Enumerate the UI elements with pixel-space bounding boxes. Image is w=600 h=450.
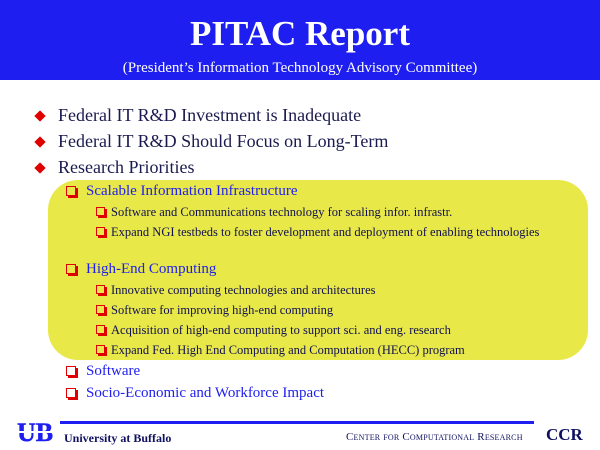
checkbox-bullet-icon — [66, 366, 76, 376]
bullet-text: Federal IT R&D Should Focus on Long-Term — [58, 131, 389, 151]
sub-item-text: Software and Communications technology for scaling infor. infrastr. — [111, 205, 453, 219]
checkbox-bullet-icon — [96, 325, 105, 334]
sub-item-text: Innovative computing technologies and architectures — [111, 283, 376, 297]
bullet-text: Federal IT R&D Investment is Inadequate — [58, 105, 362, 125]
priority-text: Scalable Information Infrastructure — [86, 183, 298, 199]
ccr-label: CCR — [546, 425, 583, 444]
diamond-bullet-icon — [34, 136, 45, 147]
diamond-bullet-icon — [34, 162, 45, 173]
diamond-bullet-icon — [34, 110, 45, 121]
center-name: Center for Computational Research — [346, 431, 523, 443]
university-name: University at Buffalo — [64, 431, 172, 445]
checkbox-bullet-icon — [66, 388, 76, 398]
checkbox-bullet-icon — [96, 285, 105, 294]
priority-text: High-End Computing — [86, 261, 217, 277]
checkbox-bullet-icon — [66, 186, 76, 196]
checkbox-bullet-icon — [96, 207, 105, 216]
ub-logo-text: UB — [16, 419, 54, 445]
page-title: PITAC Report — [189, 14, 410, 53]
checkbox-bullet-icon — [66, 264, 76, 274]
footer-divider — [60, 421, 534, 424]
checkbox-bullet-icon — [96, 345, 105, 354]
sub-item-text: Acquisition of high-end computing to support sci. and eng. research — [111, 323, 451, 337]
checkbox-bullet-icon — [96, 305, 105, 314]
sub-item-text: Expand NGI testbeds to foster development and deployment of enabling technologies — [111, 225, 540, 239]
sub-item-text: Software for improving high-end computing — [111, 303, 334, 317]
sub-item-text: Expand Fed. High End Computing and Computation (HECC) program — [111, 343, 465, 357]
priority-text: Socio-Economic and Workforce Impact — [86, 385, 325, 401]
page-subtitle: (President’s Information Technology Advisory Committee) — [122, 60, 478, 76]
title-banner — [0, 0, 600, 80]
ub-logo-icon — [10, 419, 60, 445]
priority-text: Software — [86, 363, 141, 379]
bullet-text: Research Priorities — [58, 157, 195, 177]
checkbox-bullet-icon — [96, 227, 105, 236]
